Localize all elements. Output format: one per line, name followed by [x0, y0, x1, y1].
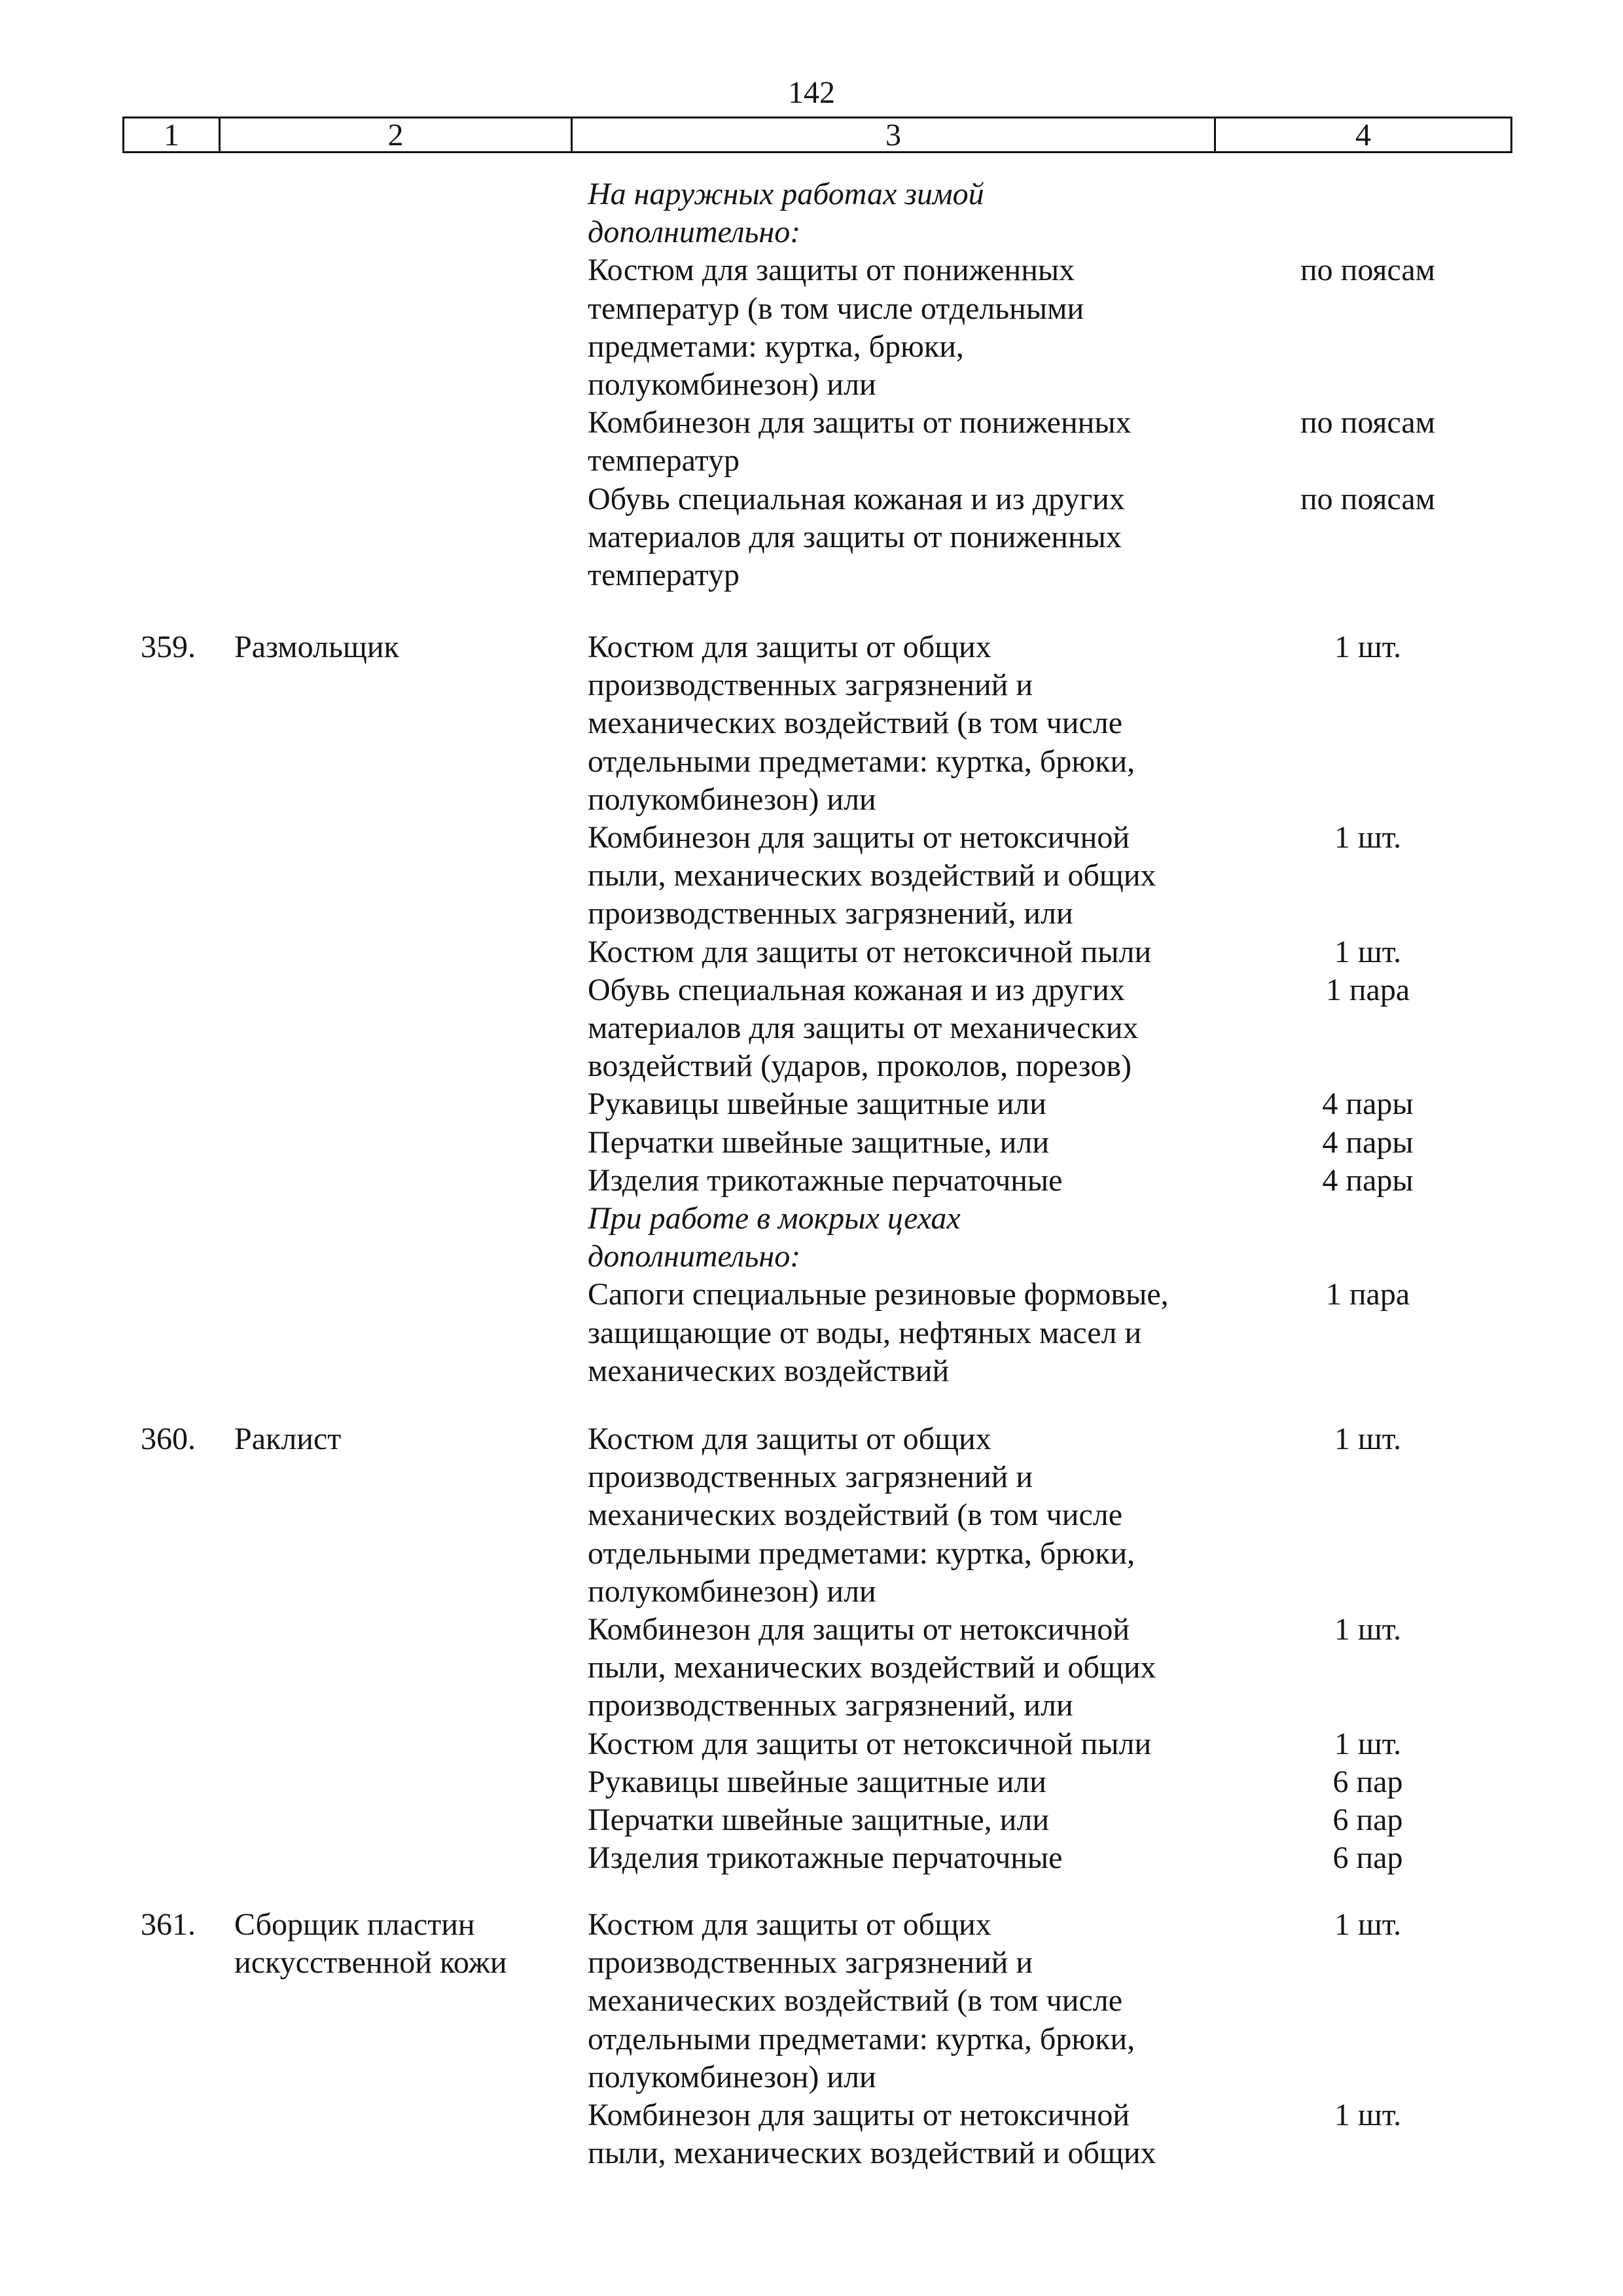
item-quantity: по поясам	[1300, 253, 1436, 288]
section-note: дополнительно:	[588, 1239, 801, 1274]
item-quantity: 1 шт.	[1334, 1612, 1402, 1647]
item-quantity: по поясам	[1300, 481, 1436, 516]
column-header-row	[122, 117, 1512, 153]
item-quantity: 6 пар	[1332, 1803, 1403, 1837]
ppe-item-text: Костюм для защиты от пониженных	[588, 253, 1075, 288]
ppe-item-text: Обувь специальная кожаная и из других	[588, 972, 1125, 1007]
ppe-item-text: Рукавицы швейные защитные или	[588, 1086, 1046, 1122]
item-quantity: 6 пар	[1332, 1840, 1403, 1876]
ppe-item-text: механических воздействий	[588, 1353, 950, 1388]
ppe-item-text: температур (в том числе отдельными	[588, 291, 1084, 326]
ppe-item-text: пыли, механических воздействий и общих	[588, 1650, 1156, 1685]
ppe-item-text: Костюм для защиты от общих	[588, 630, 991, 664]
ppe-item-text: Изделия трикотажные перчаточные	[588, 1840, 1063, 1876]
ppe-item-text: механических воздействий (в том числе	[588, 706, 1123, 741]
ppe-item-text: производственных загрязнений, или	[588, 896, 1073, 931]
ppe-item-text: пыли, механических воздействий и общих	[588, 2136, 1156, 2171]
ppe-item-text: Сапоги специальные резиновые формовые,	[588, 1277, 1169, 1312]
ppe-item-text: Костюм для защиты от общих	[588, 1422, 991, 1456]
item-quantity: 6 пар	[1332, 1764, 1403, 1799]
ppe-item-text: Костюм для защиты от нетоксичной пыли	[588, 1726, 1152, 1761]
item-quantity: 1 шт.	[1334, 1907, 1402, 1942]
profession-name: Размольщик	[234, 630, 399, 664]
ppe-item-text: Перчатки швейные защитные, или	[588, 1803, 1049, 1837]
section-note: При работе в мокрых цехах	[588, 1201, 961, 1236]
item-quantity: 1 пара	[1325, 972, 1410, 1007]
ppe-item-text: полукомбинезон) или	[588, 367, 876, 402]
ppe-item-text: отдельными предметами: куртка, брюки,	[588, 1535, 1135, 1571]
ppe-item-text: производственных загрязнений и	[588, 1945, 1033, 1981]
ppe-item-text: Комбинезон для защиты от нетоксичной	[588, 1612, 1130, 1647]
column-header-3: 3	[885, 118, 901, 152]
ppe-item-text: Комбинезон для защиты от нетоксичной	[588, 820, 1130, 855]
column-header-4: 4	[1355, 118, 1371, 152]
item-quantity: по поясам	[1300, 405, 1436, 440]
ppe-item-text: защищающие от воды, нефтяных масел и	[588, 1315, 1142, 1350]
ppe-item-text: материалов для защиты от механических	[588, 1011, 1139, 1045]
ppe-item-text: производственных загрязнений и	[588, 668, 1033, 703]
entry-number: 361.	[141, 1907, 196, 1942]
ppe-item-text: Костюм для защиты от общих	[588, 1907, 991, 1942]
ppe-item-text: предметами: куртка, брюки,	[588, 329, 964, 364]
ppe-item-text: полукомбинезон) или	[588, 781, 876, 817]
ppe-item-text: полукомбинезон) или	[588, 2059, 876, 2094]
ppe-item-text: Комбинезон для защиты от пониженных	[588, 405, 1132, 440]
ppe-item-text: производственных загрязнений и	[588, 1460, 1033, 1495]
profession-name: Раклист	[234, 1422, 342, 1456]
entry-number: 360.	[141, 1422, 196, 1456]
ppe-item-text: температур	[588, 443, 740, 478]
ppe-item-text: механических воздействий (в том числе	[588, 1983, 1123, 2018]
ppe-item-text: воздействий (ударов, проколов, порезов)	[588, 1049, 1132, 1084]
item-quantity: 1 шт.	[1334, 1726, 1402, 1761]
item-quantity: 4 пары	[1322, 1086, 1414, 1122]
item-quantity: 1 шт.	[1334, 934, 1402, 969]
entry-number: 359.	[141, 630, 196, 664]
ppe-item-text: Обувь специальная кожаная и из других	[588, 481, 1125, 516]
ppe-item-text: полукомбинезон) или	[588, 1573, 876, 1609]
ppe-item-text: Рукавицы швейные защитные или	[588, 1764, 1046, 1799]
profession-name: Сборщик пластин	[234, 1907, 475, 1942]
ppe-item-text: отдельными предметами: куртка, брюки,	[588, 2021, 1135, 2056]
ppe-item-text: отдельными предметами: куртка, брюки,	[588, 744, 1135, 779]
page-number: 142	[788, 75, 835, 110]
section-note: дополнительно:	[588, 215, 801, 250]
item-quantity: 1 шт.	[1334, 1422, 1402, 1456]
item-quantity: 4 пары	[1322, 1124, 1414, 1160]
item-quantity: 4 пары	[1322, 1162, 1414, 1198]
ppe-item-text: пыли, механических воздействий и общих	[588, 858, 1156, 893]
item-quantity: 1 пара	[1325, 1277, 1410, 1312]
ppe-item-text: Перчатки швейные защитные, или	[588, 1124, 1049, 1160]
item-quantity: 1 шт.	[1334, 630, 1402, 664]
ppe-item-text: Костюм для защиты от нетоксичной пыли	[588, 934, 1152, 969]
column-header-1: 1	[164, 118, 179, 152]
ppe-item-text: температур	[588, 558, 740, 592]
column-header-2: 2	[387, 118, 404, 152]
item-quantity: 1 шт.	[1334, 820, 1402, 855]
ppe-item-text: материалов для защиты от пониженных	[588, 519, 1122, 554]
profession-name: искусственной кожи	[234, 1945, 507, 1981]
section-note: На наружных работах зимой	[588, 177, 984, 211]
ppe-item-text: производственных загрязнений, или	[588, 1688, 1073, 1723]
ppe-item-text: механических воздействий (в том числе	[588, 1498, 1123, 1533]
ppe-item-text: Комбинезон для защиты от нетоксичной	[588, 2098, 1130, 2132]
item-quantity: 1 шт.	[1334, 2098, 1402, 2132]
ppe-item-text: Изделия трикотажные перчаточные	[588, 1162, 1063, 1198]
